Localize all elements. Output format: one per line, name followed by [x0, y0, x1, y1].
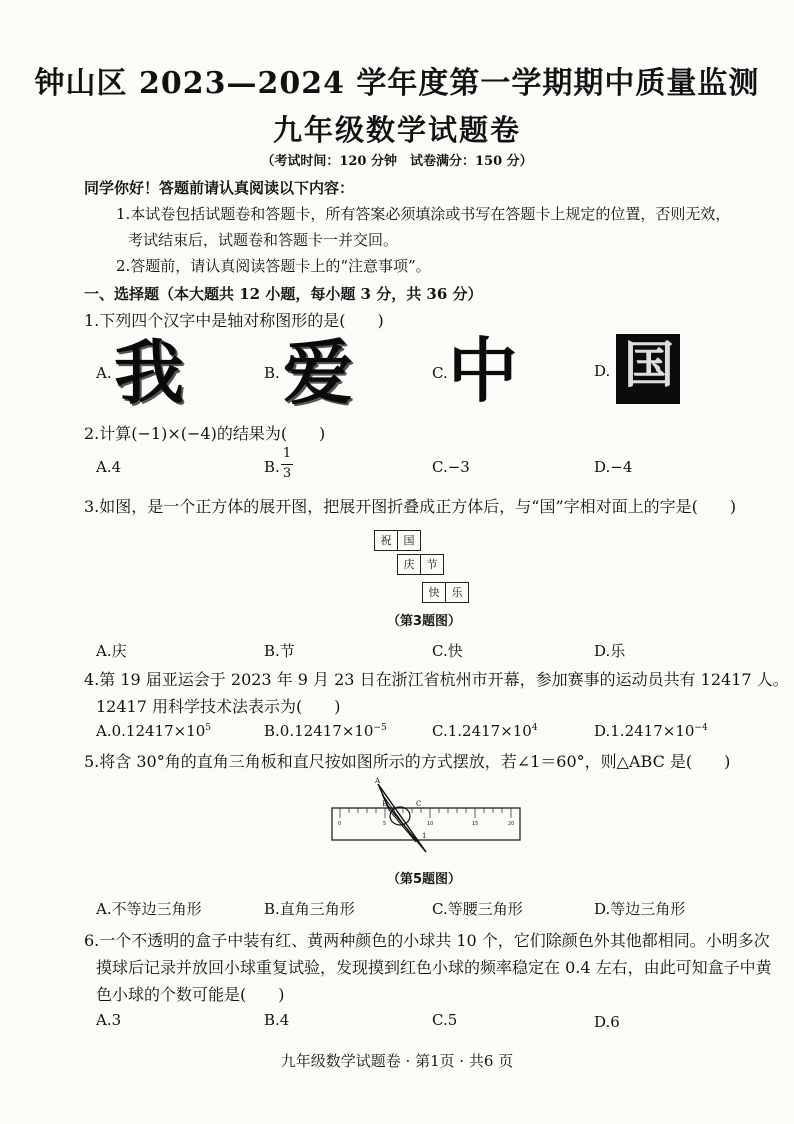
question-6-stem-cont-2: 色小球的个数可能是( ) — [96, 985, 285, 1004]
question-6-stem: 6.一个不透明的盒子中装有红、黄两种颜色的小球共 10 个，它们除颜色外其他都相同。小明多次 — [84, 931, 770, 950]
q1-option-d-glyph: 国 — [624, 336, 674, 394]
net-cell: 乐 — [445, 582, 469, 603]
question-4-stem-cont: 12417 用科学技术法表示为( ) — [96, 697, 341, 716]
net-cell: 节 — [420, 554, 444, 575]
q1-option-b-glyph: 爱 — [283, 332, 353, 414]
question-2-stem: 2.计算(−1)×(−4)的结果为( ) — [84, 424, 326, 443]
q6-option-c: C.5 — [432, 1011, 458, 1029]
q5-option-b: B.直角三角形 — [264, 900, 355, 918]
q1-option-d-label: D. — [594, 362, 611, 380]
question-1-stem: 1.下列四个汉字中是轴对称图形的是( ) — [84, 311, 384, 330]
q1-option-b-label: B. — [264, 364, 280, 382]
q5-option-c: C.等腰三角形 — [432, 900, 523, 918]
q5-option-d: D.等边三角形 — [594, 900, 686, 918]
question-6-stem-cont-1: 摸球后记录并放回小球重复试验，发现摸到红色小球的频率稳定在 0.4 左右，由此可知盒子中黄 — [96, 958, 772, 977]
ruler-tick-label: 10 — [427, 821, 434, 827]
q3-option-b: B.节 — [264, 642, 295, 660]
point-b-label: B — [382, 800, 388, 808]
net-cell: 国 — [397, 530, 421, 551]
q1-option-a-label: A. — [96, 364, 112, 382]
q4-option-a-exponent: 5 — [205, 723, 212, 733]
q2-fraction-bar — [281, 464, 293, 465]
page-footer: 九年级数学试题卷 · 第1页 · 共6 页 — [280, 1052, 514, 1070]
notice-item-2: 2.答题前，请认真阅读答题卡上的“注意事项”。 — [116, 257, 431, 275]
cube-net-figure — [374, 530, 476, 606]
net-cell: 庆 — [397, 554, 421, 575]
q4-option-a-base: A.0.12417×10 — [96, 722, 206, 740]
net-cell: 快 — [422, 582, 446, 603]
net-cell: 祝 — [374, 530, 398, 551]
q3-option-a: A.庆 — [96, 642, 127, 660]
q2-option-a: A.4 — [96, 458, 122, 476]
q5-option-a: A.不等边三角形 — [96, 900, 202, 918]
q1-option-d-box — [616, 334, 680, 404]
ruler-ticks — [340, 808, 511, 818]
q2-option-b-prefix: B. — [264, 458, 280, 476]
question-3-stem: 3.如图，是一个正方体的展开图，把展开图折叠成正方体后，与“国”字相对面上的字是( ) — [84, 497, 737, 516]
q2-option-b-numerator: 1 — [282, 446, 292, 461]
q4-option-c-exponent: 4 — [531, 723, 538, 733]
exam-time-score: （考试时间：120 分钟 试卷满分：150 分） — [261, 154, 533, 169]
q6-option-b: B.4 — [264, 1011, 290, 1029]
q1-option-c-glyph: 中 — [448, 330, 518, 412]
q3-option-c: C.快 — [432, 642, 463, 660]
point-c-label: C — [416, 800, 422, 808]
ruler-tick-label: 15 — [472, 821, 479, 827]
q4-option-c-base: C.1.2417×10 — [432, 722, 532, 740]
exam-title: 钟山区 2023—2024 学年度第一学期期中质量监测 — [34, 66, 760, 101]
q4-option-b — [264, 722, 387, 740]
section-heading: 一、选择题（本大题共 12 小题，每小题 3 分，共 36 分） — [84, 285, 483, 303]
q4-option-b-base: B.0.12417×10 — [264, 722, 374, 740]
q4-option-d-base: D.1.2417×10 — [594, 722, 695, 740]
q6-option-a: A.3 — [96, 1011, 122, 1029]
angle-1-label: 1 — [422, 832, 427, 840]
ruler-tick-label: 5 — [383, 821, 387, 827]
q2-option-c: C.−3 — [432, 458, 470, 476]
q4-option-c — [432, 722, 538, 740]
ruler-tick-label: 20 — [508, 821, 515, 827]
point-a-label: A — [375, 777, 381, 785]
figure-5-ruler-triangle — [326, 776, 526, 862]
ruler-tick-label: 0 — [338, 821, 342, 827]
notice-item-1: 1.本试卷包括试题卷和答题卡，所有答案必须填涂或书写在答题卡上规定的位置，否则无效， — [116, 205, 731, 223]
figure-3-caption: （第3题图） — [387, 614, 462, 629]
q6-option-d: D.6 — [594, 1013, 620, 1031]
figure-5-caption: （第5题图） — [387, 872, 462, 887]
q2-option-d: D.−4 — [594, 458, 633, 476]
question-5-stem: 5.将含 30°角的直角三角板和直尺按如图所示的方式摆放，若∠1＝60°，则△ABC 是( ) — [84, 752, 731, 771]
q4-option-d — [594, 722, 708, 740]
q1-option-a-glyph: 我 — [114, 332, 184, 414]
q1-option-c-label: C. — [432, 364, 448, 382]
question-4-stem: 4.第 19 届亚运会于 2023 年 9 月 23 日在浙江省杭州市开幕，参加赛事的运动员共有 12417 人。 — [84, 670, 789, 689]
q4-option-d-exponent: −4 — [694, 723, 708, 733]
exam-subject-title: 九年级数学试题卷 — [272, 113, 521, 147]
q3-option-d: D.乐 — [594, 642, 626, 660]
notice-item-1-cont: 考试结束后，试题卷和答题卡一并交回。 — [128, 231, 399, 249]
q4-option-b-exponent: −5 — [373, 723, 387, 733]
q2-option-b-denominator: 3 — [282, 466, 292, 481]
q4-option-a — [96, 722, 211, 740]
notice-greeting: 同学你好！答题前请认真阅读以下内容： — [84, 179, 355, 197]
